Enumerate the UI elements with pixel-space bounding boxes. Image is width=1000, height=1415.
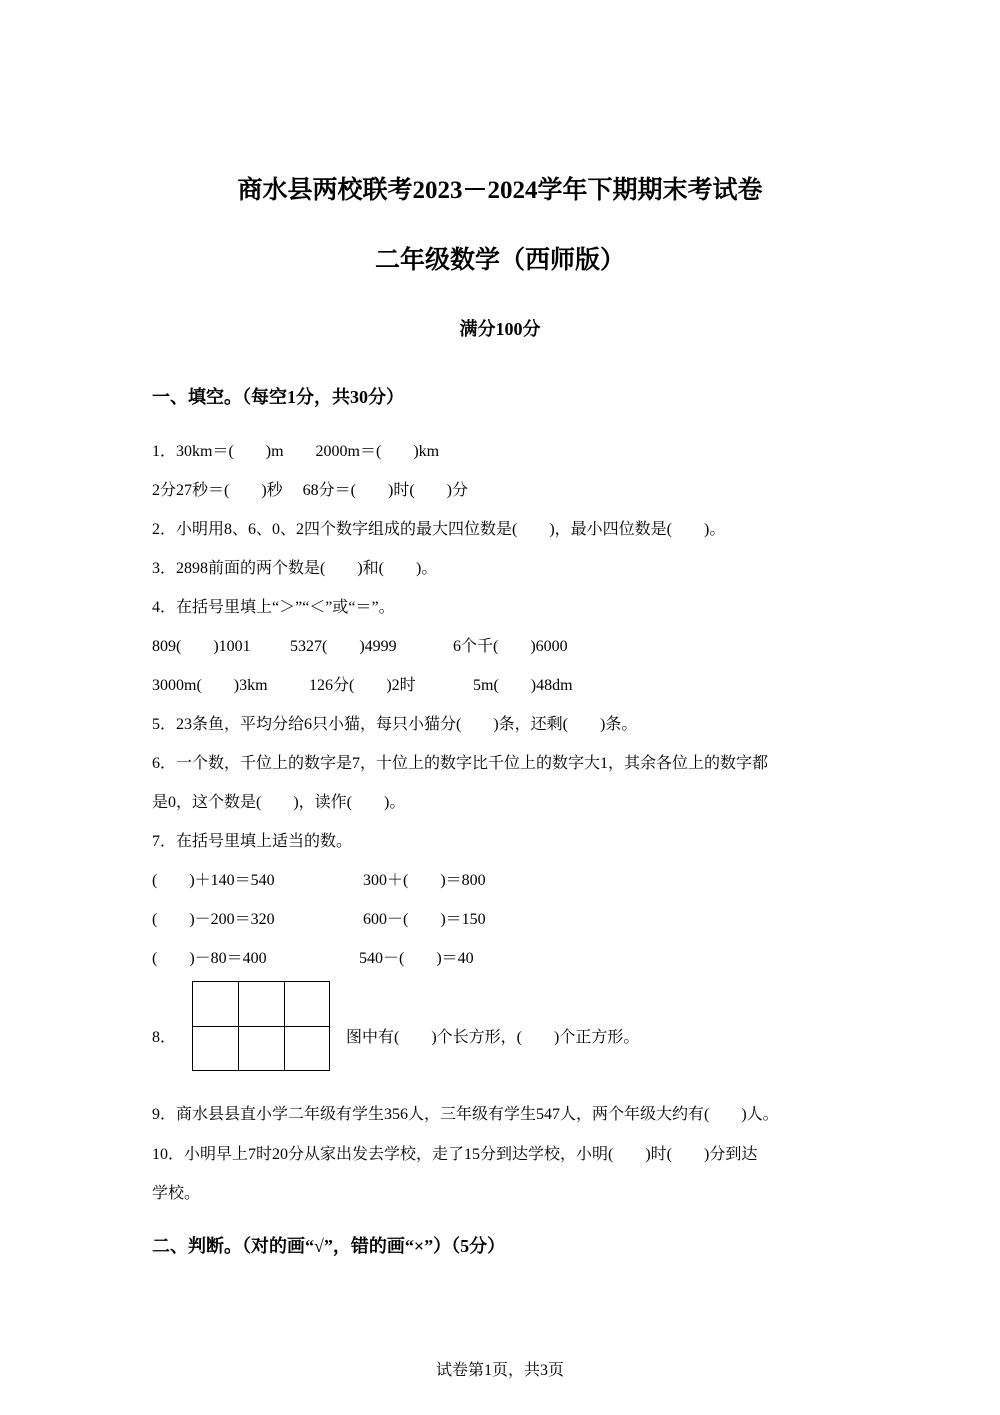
q4-row2-col1: 3000m( )3km xyxy=(152,677,268,694)
question-6-line-2: 是0，这个数是( )，读作( )。 xyxy=(152,794,406,811)
question-1-line-2: 2分27秒＝( )秒 68分＝( )时( )分 xyxy=(152,482,468,499)
question-5: 5．23条鱼，平均分给6只小猫，每只小猫分( )条，还剩( )条。 xyxy=(152,716,638,733)
question-10-line-1: 10．小明早上7时20分从家出发去学校，走了15分到达学校，小明( )时( )分到达 xyxy=(152,1146,758,1163)
q7-row2-col2: 600－( )＝150 xyxy=(363,911,486,928)
total-score: 满分100分 xyxy=(459,319,541,339)
question-8-text: 图中有( )个长方形，( )个正方形。 xyxy=(346,1029,640,1046)
question-3: 3．2898前面的两个数是( )和( )。 xyxy=(152,560,438,577)
question-2: 2．小明用8、6、0、2四个数字组成的最大四位数是( )，最小四位数是( )。 xyxy=(152,521,726,538)
page-footer: 试卷第1页，共3页 xyxy=(435,1362,564,1379)
question-9: 9．商水县县直小学二年级有学生356人，三年级有学生547人，两个年级大约有( )人。 xyxy=(152,1106,779,1123)
q4-row1-col1: 809( )1001 xyxy=(152,638,251,655)
q7-row3-col1: ( )－80＝400 xyxy=(152,950,267,967)
q7-row3-col2: 540－( )＝40 xyxy=(359,950,474,967)
question-8-number: 8． xyxy=(152,1029,177,1046)
grid-horizontal-line xyxy=(193,1026,329,1027)
q4-row2-col2: 126分( )2时 xyxy=(309,677,416,694)
question-10-line-2: 学校。 xyxy=(152,1185,201,1202)
question-6-line-1: 6．一个数，千位上的数字是7，十位上的数字比千位上的数字大1，其余各位上的数字都 xyxy=(152,755,769,772)
section-2-heading: 二、判断。（对的画“√”，错的画“×”）（5分） xyxy=(152,1236,506,1256)
q4-row2-col3: 5m( )48dm xyxy=(473,677,573,694)
exam-subtitle: 二年级数学（西师版） xyxy=(374,247,625,274)
exam-title: 商水县两校联考2023－2024学年下期期末考试卷 xyxy=(237,177,763,204)
rectangle-grid-figure xyxy=(192,981,330,1071)
question-4: 4．在括号里填上“＞”“＜”或“＝”。 xyxy=(152,599,395,616)
q4-row1-col2: 5327( )4999 xyxy=(290,638,397,655)
section-1-heading: 一、填空。（每空1分，共30分） xyxy=(152,387,404,407)
q7-row2-col1: ( )－200＝320 xyxy=(152,911,275,928)
q4-row1-col3: 6个千( )6000 xyxy=(453,638,568,655)
q7-row1-col2: 300＋( )＝800 xyxy=(363,872,486,889)
question-1-line-1: 1．30km＝( )m 2000m＝( )km xyxy=(152,443,440,460)
q7-row1-col1: ( )＋140＝540 xyxy=(152,872,275,889)
question-7: 7．在括号里填上适当的数。 xyxy=(152,833,353,850)
